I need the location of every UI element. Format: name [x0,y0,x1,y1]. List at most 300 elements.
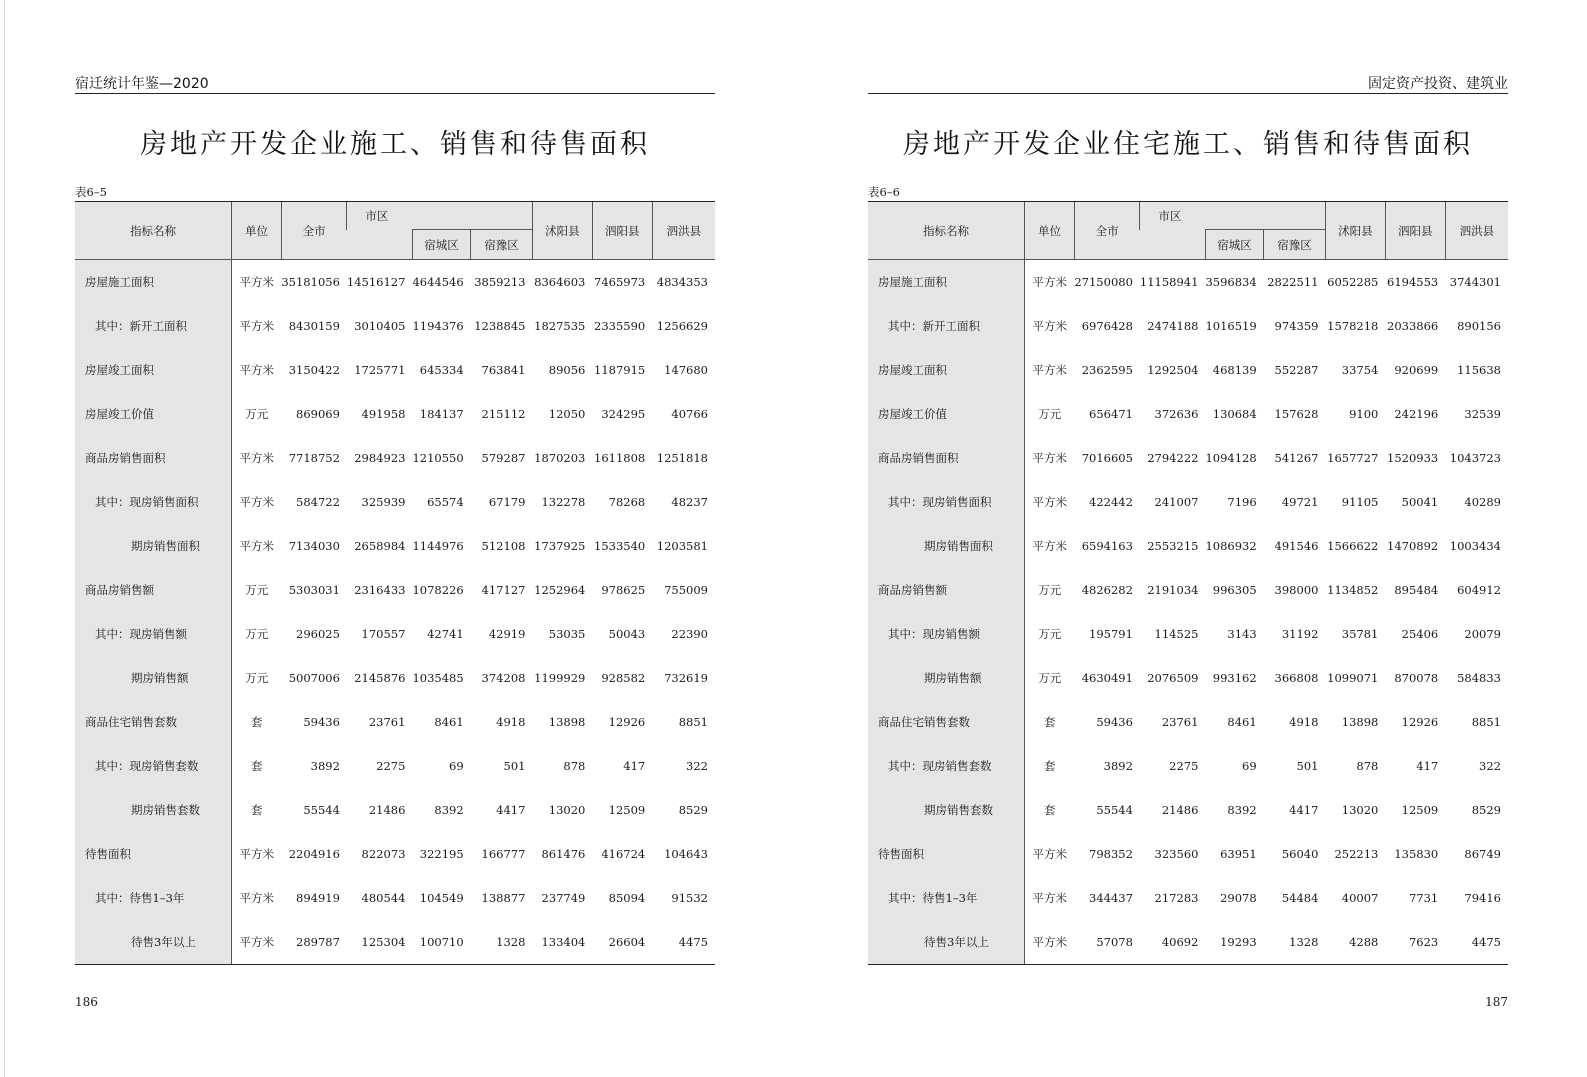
value-cell: 978625 [601,583,646,597]
value-cell: 42919 [488,627,526,641]
value-cell: 6594163 [1081,539,1133,553]
table-row [868,480,1508,524]
value-cell: 217283 [1154,891,1199,905]
value-cell: 822073 [361,847,406,861]
value-cell: 133404 [532,920,592,965]
value-cell: 2145876 [354,671,406,685]
running-head: 固定资产投资、建筑业 [1368,76,1508,92]
header-siyang: 泗阳县 [1385,202,1445,260]
value-cell: 195791 [1089,627,1133,641]
value-cell: 870078 [1394,671,1439,685]
value-cell: 1725771 [354,363,406,377]
value-cell: 1611808 [594,451,646,465]
unit-cell: 平方米 [1032,495,1067,509]
value-cell: 32539 [1464,407,1501,421]
value-cell: 372636 [1154,407,1199,421]
indicator-name-cell: 其中：现房销售额 [75,612,232,656]
header-indicator-name: 指标名称 [868,202,1025,260]
value-cell: 1737925 [534,539,586,553]
value-cell: 7465973 [594,275,646,289]
value-cell: 4644546 [412,275,464,289]
value-cell: 21486 [1161,803,1199,817]
value-cell: 242196 [1394,407,1439,421]
unit-cell: 平方米 [1032,539,1067,553]
value-cell: 104643 [664,847,708,861]
value-cell: 4630491 [1081,671,1133,685]
value-cell: 2275 [1169,759,1199,773]
value-cell: 69 [449,759,464,773]
value-cell: 67179 [488,495,526,509]
value-cell: 2553215 [1147,539,1199,553]
value-cell: 325939 [361,495,406,509]
value-cell: 491958 [361,407,406,421]
indicator-name-cell: 其中：现房销售面积 [75,480,232,524]
value-cell: 54484 [1281,891,1319,905]
unit-cell: 平方米 [1032,363,1067,377]
value-cell: 8851 [1471,715,1501,729]
header-sucheng: 宿城区 [412,230,470,260]
value-cell: 8461 [434,715,464,729]
value-cell: 215112 [481,407,526,421]
unit-cell: 万元 [245,627,269,641]
value-cell: 184137 [419,407,464,421]
value-cell: 78268 [608,495,646,509]
value-cell: 1144976 [412,539,464,553]
value-cell: 125304 [347,920,413,965]
value-cell: 3143 [1227,627,1257,641]
table-row [868,304,1508,348]
value-cell: 12509 [1401,803,1439,817]
value-cell: 8529 [1471,803,1501,817]
value-cell: 40692 [1140,920,1206,965]
value-cell: 7623 [1385,920,1445,965]
unit-cell: 万元 [245,407,269,421]
indicator-name-cell: 待售面积 [868,832,1025,876]
value-cell: 2822511 [1267,275,1319,289]
value-cell: 100710 [412,920,470,965]
value-cell: 512108 [481,539,526,553]
unit-cell: 平方米 [1025,920,1075,965]
value-cell: 138877 [481,891,526,905]
table-row [75,612,715,656]
value-cell: 4918 [496,715,526,729]
value-cell: 132278 [541,495,586,509]
value-cell: 1035485 [412,671,464,685]
table-row [75,744,715,788]
header-shuyang: 沭阳县 [1325,202,1385,260]
value-cell: 3859213 [474,275,526,289]
table-row [75,260,715,305]
header-siyang: 泗阳县 [592,202,652,260]
value-cell: 40289 [1464,495,1501,509]
indicator-name-cell: 其中：新开工面积 [868,304,1025,348]
value-cell: 1328 [471,920,533,965]
value-cell: 7731 [1408,891,1439,905]
value-cell: 2275 [376,759,406,773]
value-cell: 40007 [1341,891,1379,905]
table-row [75,348,715,392]
table-row [75,392,715,436]
value-cell: 241007 [1154,495,1199,509]
table-title: 房地产开发企业住宅施工、销售和待售面积 [903,129,1473,160]
statistics-table [75,201,715,965]
value-cell: 19293 [1205,920,1263,965]
unit-cell: 平方米 [1032,847,1067,861]
value-cell: 48237 [671,495,708,509]
value-cell: 2474188 [1147,319,1199,333]
value-cell: 2335590 [594,319,646,333]
value-cell: 491546 [1274,539,1319,553]
table-row [75,304,715,348]
indicator-name-cell: 其中：现房销售套数 [75,744,232,788]
indicator-name-cell: 房屋竣工价值 [868,392,1025,436]
unit-cell: 平方米 [1032,451,1067,465]
value-cell: 584722 [296,495,340,509]
value-cell: 878 [1356,759,1379,773]
page-number: 187 [1485,995,1508,1009]
value-cell: 114525 [1154,627,1199,641]
unit-cell: 套 [250,759,263,773]
value-cell: 374208 [481,671,526,685]
value-cell: 115638 [1457,363,1501,377]
value-cell: 5303031 [288,583,340,597]
value-cell: 49721 [1281,495,1319,509]
indicator-name-cell: 商品住宅销售套数 [868,700,1025,744]
running-head: 宿迁统计年鉴—2020 [75,76,209,92]
table-number: 表6–6 [868,185,900,199]
value-cell: 40766 [671,407,708,421]
value-cell: 1238845 [474,319,526,333]
value-cell: 5007006 [288,671,340,685]
unit-cell: 平方米 [239,275,274,289]
value-cell: 3150422 [288,363,340,377]
value-cell: 878 [563,759,586,773]
value-cell: 4834353 [656,275,708,289]
value-cell: 344437 [1089,891,1133,905]
value-cell: 1099071 [1327,671,1379,685]
value-cell: 6976428 [1081,319,1133,333]
header-sucheng: 宿城区 [1205,230,1263,260]
value-cell: 1657727 [1327,451,1379,465]
value-cell: 480544 [361,891,406,905]
value-cell: 1252964 [534,583,586,597]
value-cell: 26604 [592,920,652,965]
unit-cell: 平方米 [232,920,282,965]
value-cell: 1078226 [412,583,464,597]
value-cell: 157628 [1274,407,1319,421]
value-cell: 22390 [671,627,708,641]
table-row [868,656,1508,700]
value-cell: 468139 [1212,363,1257,377]
value-cell: 8529 [678,803,708,817]
value-cell: 57078 [1074,920,1140,965]
value-cell: 13020 [1341,803,1379,817]
indicator-name-cell: 待售3年以上 [75,920,232,965]
value-cell: 861476 [541,847,586,861]
value-cell: 322 [686,759,708,773]
value-cell: 1870203 [534,451,586,465]
value-cell: 3744301 [1449,275,1501,289]
value-cell: 104549 [419,891,464,905]
table-body [868,260,1508,965]
book-spine-edge [4,0,5,1077]
unit-cell: 平方米 [239,847,274,861]
value-cell: 59436 [303,715,340,729]
value-cell: 7016605 [1081,451,1133,465]
indicator-name-cell: 商品住宅销售套数 [75,700,232,744]
value-cell: 12926 [608,715,646,729]
value-cell: 2316433 [354,583,406,597]
value-cell: 417 [1416,759,1439,773]
value-cell: 798352 [1089,847,1133,861]
value-cell: 12050 [548,407,586,421]
value-cell: 1199929 [534,671,586,685]
value-cell: 2794222 [1147,451,1199,465]
value-cell: 1827535 [534,319,586,333]
value-cell: 322 [1479,759,1501,773]
value-cell: 1194376 [412,319,464,333]
value-cell: 170557 [361,627,406,641]
value-cell: 4288 [1325,920,1385,965]
value-cell: 869069 [296,407,340,421]
indicator-name-cell: 商品房销售额 [75,568,232,612]
value-cell: 12926 [1401,715,1439,729]
value-cell: 3010405 [354,319,406,333]
value-cell: 89056 [548,363,586,377]
table-number: 表6–5 [75,185,107,199]
unit-cell: 平方米 [1032,319,1067,333]
table-row [868,920,1508,965]
value-cell: 920699 [1394,363,1439,377]
unit-cell: 平方米 [239,319,274,333]
indicator-name-cell: 其中：现房销售面积 [868,480,1025,524]
value-cell: 7134030 [288,539,340,553]
value-cell: 2204916 [288,847,340,861]
value-cell: 2362595 [1081,363,1133,377]
value-cell: 1043723 [1449,451,1501,465]
value-cell: 604912 [1457,583,1501,597]
indicator-name-cell: 房屋施工面积 [75,260,232,305]
value-cell: 501 [503,759,526,773]
table-row [868,788,1508,832]
indicator-name-cell: 房屋施工面积 [868,260,1025,305]
value-cell: 8392 [434,803,464,817]
indicator-name-cell: 其中：现房销售额 [868,612,1025,656]
value-cell: 417127 [481,583,526,597]
value-cell: 86749 [1464,847,1501,861]
value-cell: 6052285 [1327,275,1379,289]
value-cell: 2984923 [354,451,406,465]
value-cell: 3596834 [1205,275,1257,289]
value-cell: 322195 [419,847,464,861]
value-cell: 13898 [548,715,586,729]
table-row [75,480,715,524]
value-cell: 1187915 [594,363,646,377]
value-cell: 732619 [664,671,708,685]
value-cell: 8364603 [534,275,586,289]
value-cell: 1520933 [1387,451,1439,465]
indicator-name-cell: 待售面积 [75,832,232,876]
value-cell: 289787 [281,920,347,965]
value-cell: 20079 [1464,627,1501,641]
value-cell: 79416 [1464,891,1501,905]
table-row [75,436,715,480]
value-cell: 23761 [1161,715,1199,729]
value-cell: 1578218 [1327,319,1379,333]
indicator-name-cell: 房屋竣工面积 [868,348,1025,392]
value-cell: 42741 [427,627,464,641]
value-cell: 35181056 [281,275,340,289]
value-cell: 1533540 [594,539,646,553]
indicator-name-cell: 房屋竣工价值 [75,392,232,436]
value-cell: 29078 [1220,891,1257,905]
value-cell: 4417 [496,803,526,817]
value-cell: 4826282 [1081,583,1133,597]
table-row [75,920,715,965]
value-cell: 1470892 [1387,539,1439,553]
table-body [75,260,715,965]
value-cell: 21486 [368,803,406,817]
unit-cell: 万元 [245,671,269,685]
value-cell: 7196 [1227,495,1257,509]
value-cell: 8461 [1227,715,1257,729]
value-cell: 53035 [548,627,586,641]
indicator-name-cell: 商品房销售面积 [868,436,1025,480]
value-cell: 8392 [1227,803,1257,817]
table-row [868,524,1508,568]
value-cell: 27150080 [1074,275,1133,289]
value-cell: 1210550 [412,451,464,465]
value-cell: 1134852 [1327,583,1379,597]
indicator-name-cell: 待售3年以上 [868,920,1025,965]
indicator-name-cell: 其中：现房销售套数 [868,744,1025,788]
indicator-name-cell: 期房销售额 [868,656,1025,700]
table-row [75,524,715,568]
value-cell: 166777 [481,847,526,861]
unit-cell: 平方米 [1032,275,1067,289]
value-cell: 8851 [678,715,708,729]
table-row [868,392,1508,436]
value-cell: 1328 [1264,920,1326,965]
value-cell: 14516127 [346,275,406,289]
unit-cell: 套 [250,803,263,817]
value-cell: 7718752 [288,451,340,465]
value-cell: 1203581 [656,539,708,553]
value-cell: 2076509 [1147,671,1199,685]
table-row [75,876,715,920]
header-unit: 单位 [1025,202,1075,260]
indicator-name-cell: 期房销售套数 [868,788,1025,832]
value-cell: 31192 [1281,627,1319,641]
header-unit: 单位 [232,202,282,260]
unit-cell: 平方米 [239,451,274,465]
value-cell: 1292504 [1147,363,1199,377]
value-cell: 584833 [1457,671,1501,685]
header-urban: 市区 [347,202,533,230]
table-row [75,568,715,612]
indicator-name-cell: 其中：待售1–3年 [868,876,1025,920]
value-cell: 1251818 [656,451,708,465]
header-sihong: 泗洪县 [652,202,715,260]
value-cell: 237749 [541,891,586,905]
value-cell: 91105 [1341,495,1379,509]
table-row [868,260,1508,305]
value-cell: 417 [623,759,646,773]
value-cell: 135830 [1394,847,1439,861]
value-cell: 1016519 [1205,319,1257,333]
value-cell: 1094128 [1205,451,1257,465]
value-cell: 55544 [303,803,340,817]
table-row [868,436,1508,480]
value-cell: 974359 [1274,319,1319,333]
right-page [868,0,1508,1077]
value-cell: 416724 [601,847,646,861]
value-cell: 323560 [1154,847,1199,861]
indicator-name-cell: 其中：待售1–3年 [75,876,232,920]
value-cell: 541267 [1274,451,1319,465]
header-shuyang: 沭阳县 [532,202,592,260]
value-cell: 65574 [427,495,464,509]
unit-cell: 套 [250,715,263,729]
value-cell: 56040 [1281,847,1319,861]
value-cell: 579287 [481,451,526,465]
header-urban-spacer [1140,230,1206,260]
value-cell: 9100 [1349,407,1379,421]
indicator-name-cell: 期房销售面积 [868,524,1025,568]
table-row [75,700,715,744]
value-cell: 130684 [1212,407,1257,421]
value-cell: 656471 [1089,407,1133,421]
value-cell: 895484 [1394,583,1439,597]
value-cell: 3892 [310,759,340,773]
value-cell: 91532 [671,891,708,905]
indicator-name-cell: 期房销售套数 [75,788,232,832]
table-row [868,876,1508,920]
value-cell: 894919 [296,891,340,905]
value-cell: 890156 [1457,319,1501,333]
unit-cell: 万元 [1038,583,1062,597]
value-cell: 8430159 [288,319,340,333]
statistics-table [868,201,1508,965]
table-row [868,744,1508,788]
header-rule [75,93,715,94]
value-cell: 4417 [1289,803,1319,817]
value-cell: 552287 [1274,363,1319,377]
value-cell: 928582 [601,671,646,685]
table-row [868,568,1508,612]
value-cell: 23761 [368,715,406,729]
value-cell: 147680 [664,363,708,377]
header-rule [868,93,1508,94]
page-number: 186 [75,995,98,1009]
value-cell: 763841 [481,363,526,377]
unit-cell: 套 [1043,759,1056,773]
value-cell: 2191034 [1147,583,1199,597]
value-cell: 55544 [1096,803,1133,817]
unit-cell: 万元 [1038,671,1062,685]
value-cell: 252213 [1334,847,1379,861]
value-cell: 296025 [296,627,340,641]
header-indicator-name: 指标名称 [75,202,232,260]
indicator-name-cell: 期房销售面积 [75,524,232,568]
value-cell: 645334 [419,363,464,377]
value-cell: 11158941 [1139,275,1199,289]
table-row [868,612,1508,656]
header-sihong: 泗洪县 [1445,202,1508,260]
value-cell: 1086932 [1205,539,1257,553]
value-cell: 324295 [601,407,646,421]
value-cell: 50043 [608,627,646,641]
